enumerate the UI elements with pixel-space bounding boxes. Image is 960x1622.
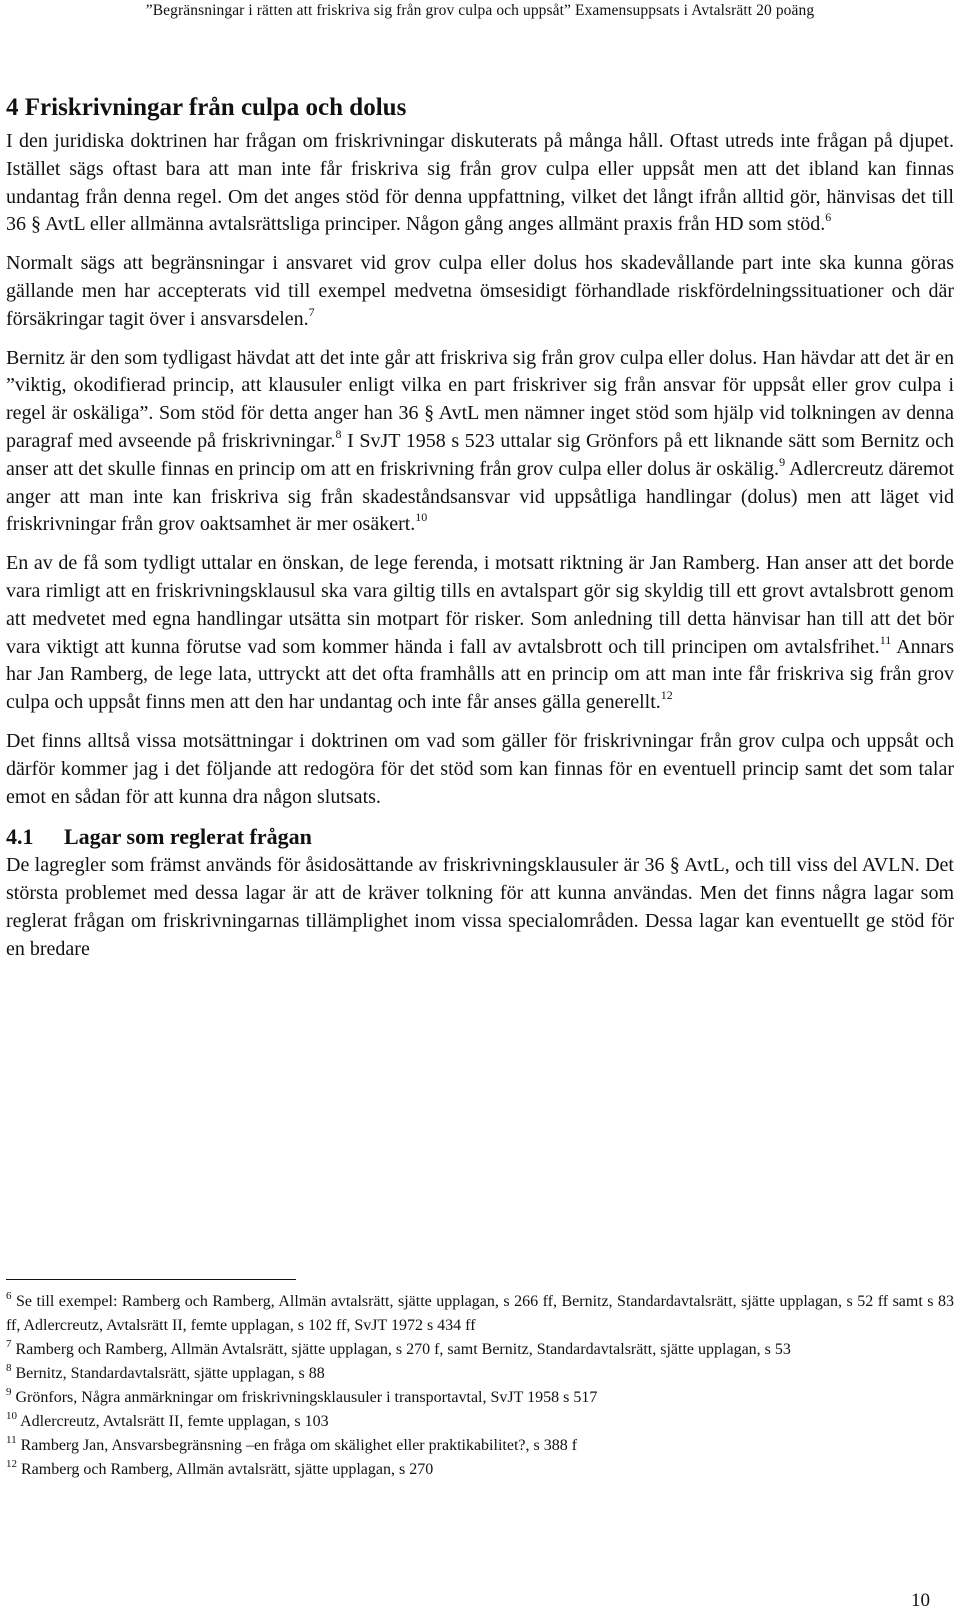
footnote-text: Ramberg Jan, Ansvarsbegränsning –en fråga om skälighet eller praktikabilitet?, s 388 f <box>20 1437 578 1454</box>
footnote-ref[interactable]: 10 <box>415 510 428 525</box>
paragraph-3 <box>6 345 954 540</box>
subsection-heading <box>6 822 954 852</box>
footnote-ref[interactable]: 9 <box>779 454 786 469</box>
footnote-text: Se till exempel: Ramberg och Ramberg, Allmän avtalsrätt, sjätte upplagan, s 266 ff, Bernitz, Standardavtalsrätt, sjätte upplagan, s 52 ff samt s 83 ff, Adlercreutz, Avtalsrätt II, femte upplagan, s 102 ff, SvJT 1972 s 434 ff <box>6 1293 955 1334</box>
footnote-divider <box>6 1279 296 1280</box>
paragraph-text: En av de få som tydligt uttalar en önskan, de lege ferenda, i motsatt riktning är Jan Ramberg. Han anser att det borde vara rimligt att en friskrivningsklausul ska vara giltig tills en avtalspart gör sig skyldig till ett grovt avtalsbrott genom att medvetet med egna handlingar utsätta sin motpart för risker. Som anledning till detta hänvisar han till att det bör vara viktigt att kunna förutse vad som kommer hända i fall av avtalsbrott och till principen om avtalsfrihet. <box>6 552 954 658</box>
paragraph-text: De lagregler som främst används för åsidosättande av friskrivningsklausuler är 36 § AvtL, och till viss del AVLN. Det största problemet med dessa lagar är att de kräver tolkning för att kunna användas. Men det finns några lagar som reglerat frågan om friskrivningarnas tillämplighet inom vissa specialområden. Dessa lagar kan eventuellt ge stöd för en bredare <box>6 854 954 960</box>
footnote-number: 10 <box>6 1410 17 1422</box>
footnote-text: Bernitz, Standardavtalsrätt, sjätte upplagan, s 88 <box>15 1365 325 1382</box>
paragraph-text: Normalt sägs att begränsningar i ansvaret vid grov culpa eller dolus hos skadevållande part inte ska kunna göras gällande men har accepterats vid till exempel medvetna ömsesidigt förhandlade riskfördelningssituationer och där försäkringar tagit över i ansvarsdelen. <box>6 252 954 330</box>
footnote-number: 11 <box>6 1434 17 1446</box>
paragraph-text: I SvJT 1958 s 523 uttalar sig Grönfors på ett liknande sätt som Bernitz och anser att det skulle finnas en princip om att en friskrivning från grov culpa eller dolus är oskälig. <box>6 429 954 480</box>
subsection-title: Lagar som reglerat frågan <box>64 824 312 850</box>
footnote-11 <box>6 1434 954 1458</box>
footnote-ref[interactable]: 6 <box>825 210 832 225</box>
paragraph-text: Det finns alltså vissa motsättningar i doktrinen om vad som gäller för friskrivningar från grov culpa och uppsåt och därför kommer jag i det följande att redogöra för det stöd som kan finnas för en eventuell princip samt det som talar emot en sådan för att kunna dra någon slutsats. <box>6 729 954 808</box>
footnote-8 <box>6 1362 954 1386</box>
footnote-number: 12 <box>6 1458 17 1470</box>
footnote-number: 7 <box>6 1338 12 1350</box>
footnote-6 <box>6 1290 954 1338</box>
footnote-12 <box>6 1458 954 1482</box>
footnote-text: Adlercreutz, Avtalsrätt II, femte upplagan, s 103 <box>20 1413 329 1430</box>
footnote-number: 9 <box>6 1386 12 1398</box>
footnote-text: Grönfors, Några anmärkningar om friskrivningsklausuler i transportavtal, SvJT 1958 s 517 <box>15 1389 598 1406</box>
paragraph-4 <box>6 550 954 717</box>
footnote-9 <box>6 1386 954 1410</box>
footnote-10 <box>6 1410 954 1434</box>
main-content <box>6 91 954 975</box>
footnote-ref[interactable]: 11 <box>879 632 892 647</box>
subsection-number: 4.1 <box>6 824 34 850</box>
footnote-ref[interactable]: 12 <box>660 688 673 703</box>
paragraph-6 <box>6 852 954 963</box>
section-title: Friskrivningar från culpa och dolus <box>24 94 407 121</box>
footnote-number: 6 <box>6 1290 12 1302</box>
paragraph-text: I den juridiska doktrinen har frågan om friskrivningar diskuterats på många håll. Oftast utreds inte frågan på djupet. Istället sägs oftast bara att man inte får friskriva sig från grov culpa eller uppsåt men att det ibland kan finnas undantag från denna regel. Om det anges stöd för denna uppfattning, vilket det långt ifrån alltid gör, hänvisas det till 36 § AvtL eller allmänna avtalsrättsliga principer. Någon gång anges allmänt praxis från HD som stöd. <box>6 130 954 236</box>
page-number: 10 <box>911 1590 930 1611</box>
footnote-ref[interactable]: 7 <box>308 304 315 319</box>
paragraph-text: Annars har Jan Ramberg, de lege lata, uttryckt att det ofta framhålls att en princip om att man inte får friskriva sig från grov culpa och uppsåt finns men att den har undantag och inte får anses gälla generellt. <box>6 635 954 714</box>
footnote-number: 8 <box>6 1362 12 1374</box>
paragraph-text: Adlercreutz däremot anger att man inte kan friskriva sig från skadeståndsansvar vid uppsåtliga handlingar (dolus) men att läget vid friskrivningar från grov oaktsamhet är mer osäkert. <box>6 457 954 536</box>
footnote-text: Ramberg och Ramberg, Allmän Avtalsrätt, sjätte upplagan, s 270 f, samt Bernitz, Standardavtalsrätt, sjätte upplagan, s 53 <box>15 1341 791 1358</box>
paragraph-1 <box>6 128 954 239</box>
section-number: 4 <box>6 94 19 121</box>
section-heading <box>6 91 954 125</box>
footnote-text: Ramberg och Ramberg, Allmän avtalsrätt, sjätte upplagan, s 270 <box>21 1461 434 1478</box>
paragraph-5 <box>6 728 954 811</box>
running-header: ”Begränsningar i rätten att friskriva sig från grov culpa och uppsåt” Examensuppsats i Avtalsrätt 20 poäng <box>145 2 815 19</box>
paragraph-text: Bernitz är den som tydligast hävdat att det inte går att friskriva sig från grov culpa eller dolus. Han hävdar att det är en ”viktig, okodifierad princip, att klausuler enligt vilka en part friskriver sig från ansvar för uppsåt eller grov culpa i regel är oskäliga”. Som stöd för detta anger han 36 § AvtL men nämner inget stöd som hjälp vid tolkningen av denna paragraf med avseende på friskrivningar. <box>6 346 954 452</box>
paragraph-2 <box>6 250 954 333</box>
footnote-ref[interactable]: 8 <box>335 426 342 441</box>
footnotes <box>6 1279 954 1482</box>
footnote-7 <box>6 1338 954 1362</box>
